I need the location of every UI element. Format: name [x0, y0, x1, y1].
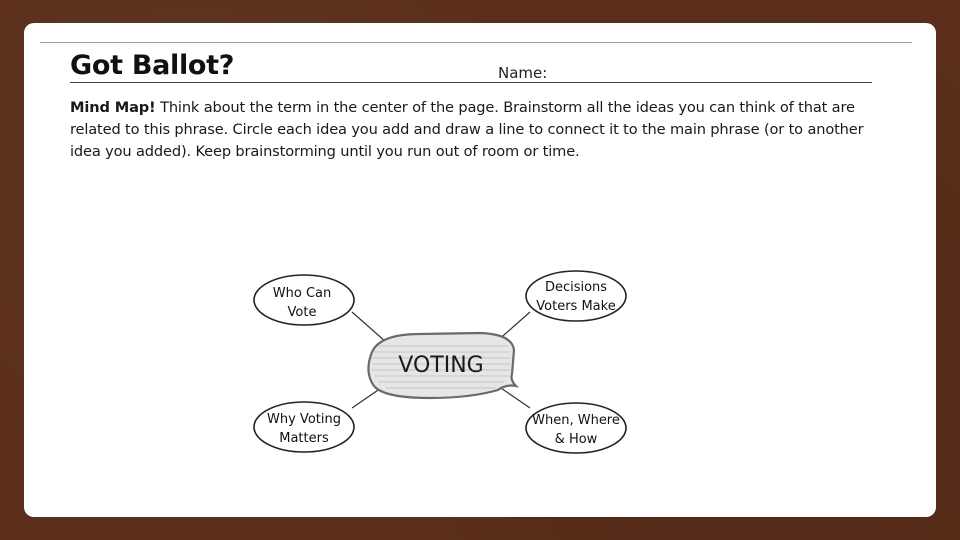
node-who-can-vote-line1: Who Can: [272, 286, 332, 301]
node-why-voting-line1: Why Voting: [267, 412, 341, 427]
node-who-can-vote-line2: Vote: [287, 305, 317, 320]
node-when-where-line2: & How: [554, 432, 598, 447]
node-when-where-line1: When, Where: [532, 413, 620, 428]
instructions-body: Think about the term in the center of the page. Brainstorm all the ideas you can think of that are related to this phrase. Circle each idea you add and draw a line to connect it to the main phrase (or to another idea you added). Keep brainstorming until you run out of room or time.: [70, 99, 864, 160]
instructions-lead: Mind Map!: [70, 99, 156, 116]
node-why-voting-line2: Matters: [279, 431, 329, 446]
center-bubble: [368, 333, 516, 398]
node-decisions-line1: Decisions: [544, 280, 608, 295]
worksheet-title: Got Ballot?: [70, 50, 235, 81]
connector-line: [352, 312, 386, 342]
node-decisions-line2: Voters Make: [536, 299, 616, 314]
center-term: VOTING: [398, 353, 484, 378]
connector-line: [498, 386, 530, 408]
name-label: Name:: [498, 64, 548, 82]
